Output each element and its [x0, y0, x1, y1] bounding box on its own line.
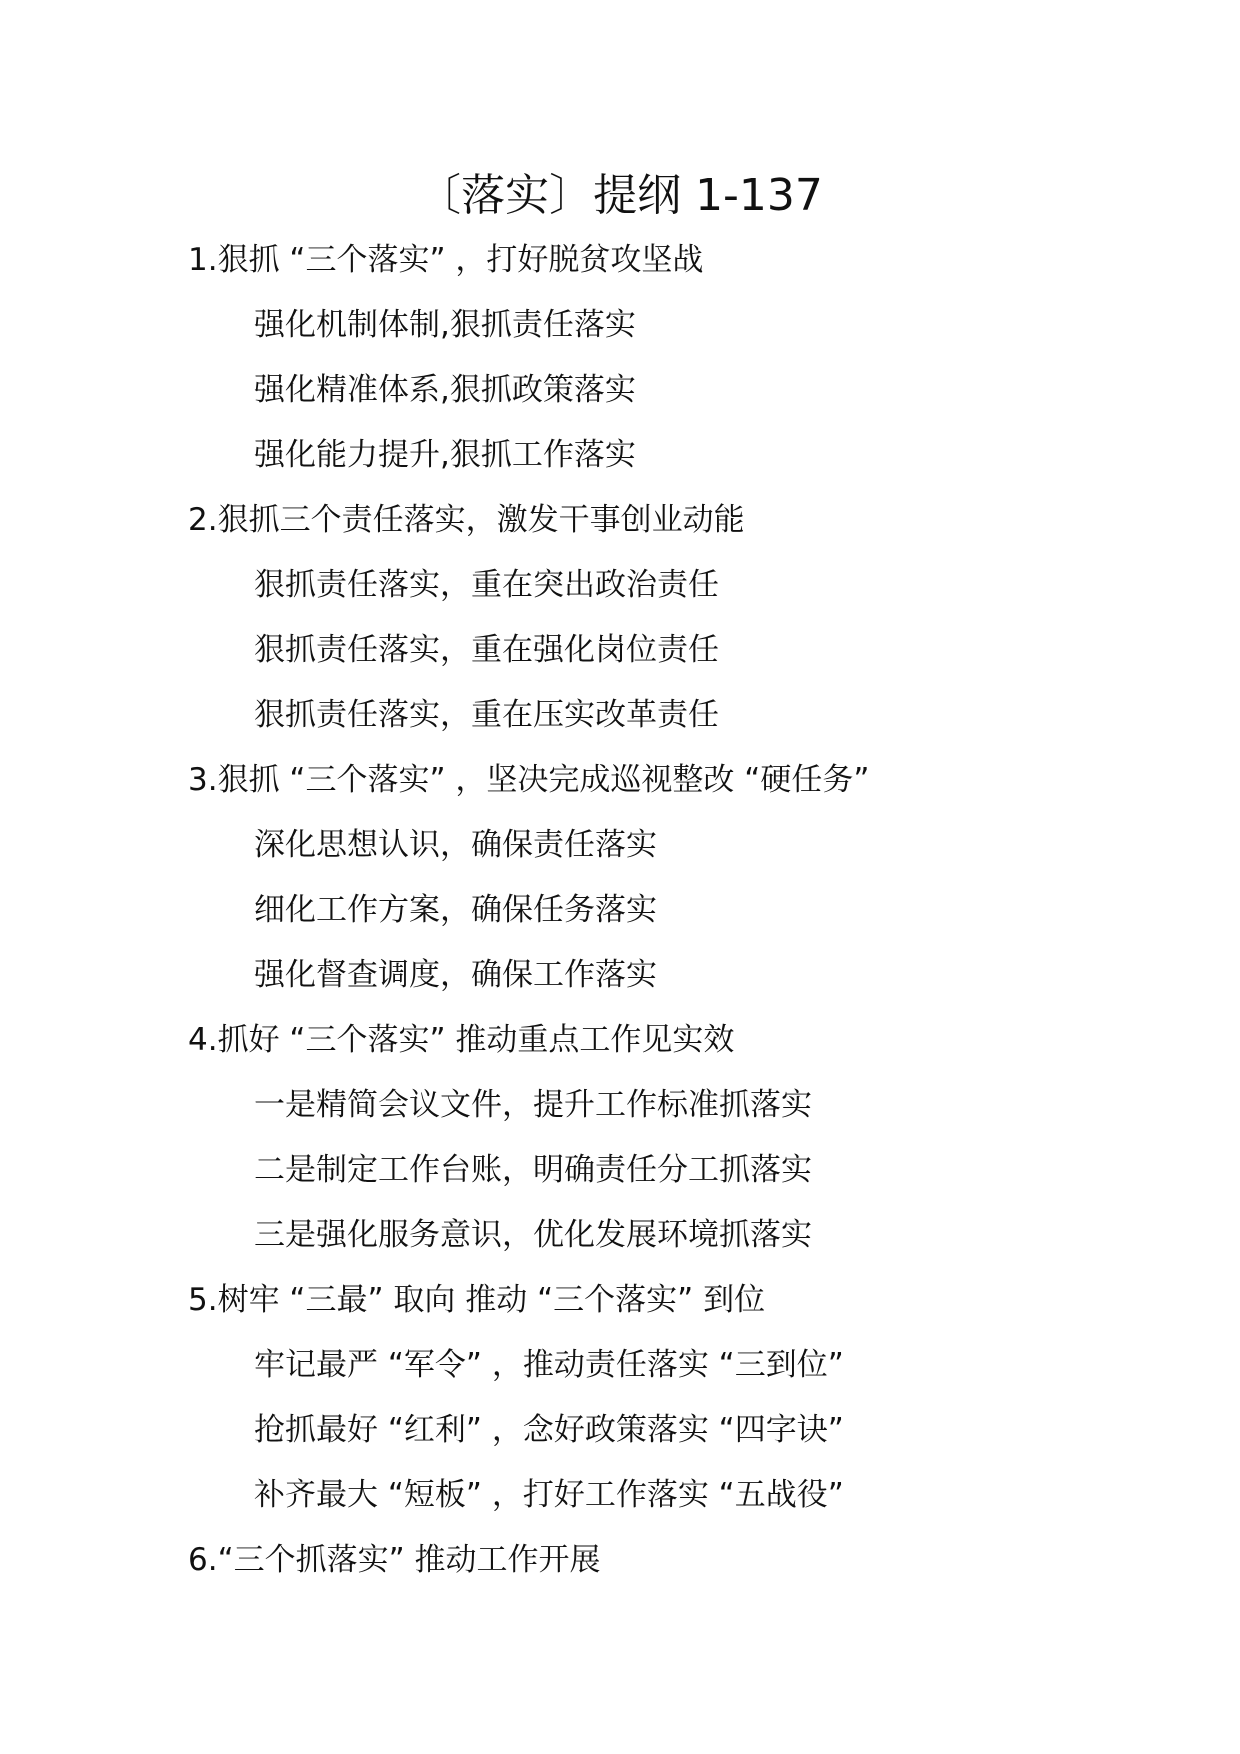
section-item: 牢记最严 “军令” ，推动责任落实 “三到位” — [254, 1347, 844, 1383]
section-item: 强化能力提升,狠抓工作落实 — [254, 437, 636, 473]
section-item: 一是精简会议文件，提升工作标准抓落实 — [254, 1087, 812, 1123]
section-heading: 5.树牢 “三最” 取向 推动 “三个落实” 到位 — [188, 1282, 766, 1318]
section-item: 细化工作方案，确保任务落实 — [254, 892, 657, 928]
section-item: 三是强化服务意识，优化发展环境抓落实 — [254, 1217, 812, 1253]
outline-section-6 — [0, 1528, 1240, 1593]
outline-section-1 — [0, 228, 1240, 488]
section-heading: 1.狠抓 “三个落实” ，打好脱贫攻坚战 — [188, 242, 704, 278]
section-item: 狠抓责任落实，重在强化岗位责任 — [254, 632, 719, 668]
section-item: 强化督查调度，确保工作落实 — [254, 957, 657, 993]
section-item: 二是制定工作台账，明确责任分工抓落实 — [254, 1152, 812, 1188]
section-item: 抢抓最好 “红利” ，念好政策落实 “四字诀” — [254, 1412, 844, 1448]
section-item: 强化精准体系,狠抓政策落实 — [254, 372, 636, 408]
section-item: 狠抓责任落实，重在突出政治责任 — [254, 567, 719, 603]
section-item: 强化机制体制,狠抓责任落实 — [254, 307, 636, 343]
section-item: 狠抓责任落实，重在压实改革责任 — [254, 697, 719, 733]
outline-section-3 — [0, 748, 1240, 1008]
section-item: 深化思想认识，确保责任落实 — [254, 827, 657, 863]
outline-section-2 — [0, 488, 1240, 748]
outline-list — [0, 228, 1240, 1593]
section-heading: 2.狠抓三个责任落实，激发干事创业动能 — [188, 502, 745, 538]
section-heading: 3.狠抓 “三个落实” ，坚决完成巡视整改 “硬任务” — [188, 762, 870, 798]
section-item: 补齐最大 “短板” ，打好工作落实 “五战役” — [254, 1477, 844, 1513]
outline-section-4 — [0, 1008, 1240, 1268]
section-heading: 6.“三个抓落实” 推动工作开展 — [188, 1542, 601, 1578]
document-title: 〔落实〕提纲 1-137 — [417, 170, 823, 221]
outline-section-5 — [0, 1268, 1240, 1528]
section-heading: 4.抓好 “三个落实” 推动重点工作见实效 — [188, 1022, 735, 1058]
